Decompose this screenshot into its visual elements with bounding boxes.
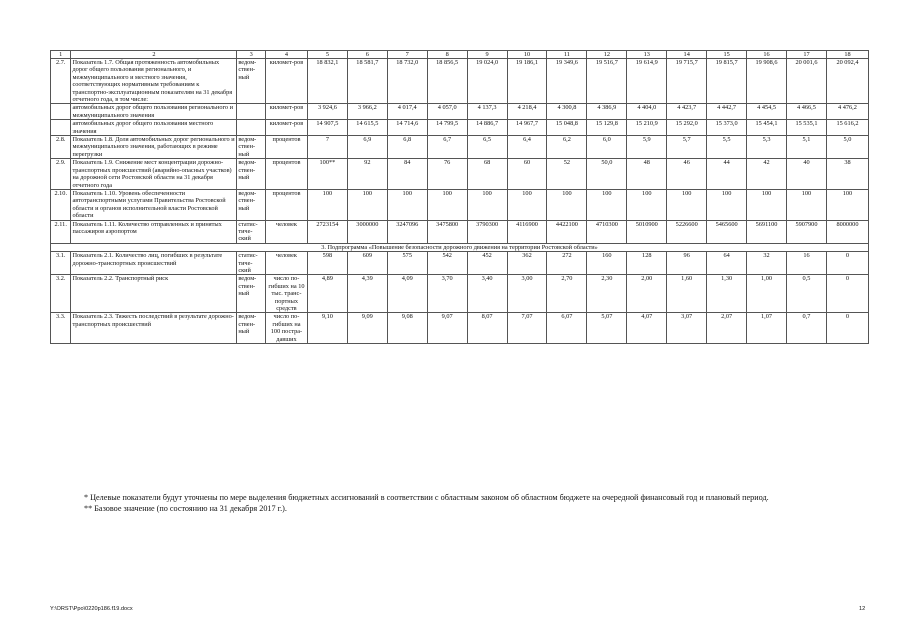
unit-cell: процентов	[265, 189, 307, 220]
column-header: 6	[347, 51, 387, 59]
column-header: 9	[467, 51, 507, 59]
row-number-cell	[51, 104, 71, 120]
value-cell: 52	[547, 159, 587, 190]
value-cell: 48	[627, 159, 667, 190]
value-cell: 575	[387, 252, 427, 275]
value-cell: 5,7	[667, 136, 707, 159]
value-cell: 96	[667, 252, 707, 275]
value-cell: 19 715,7	[667, 59, 707, 104]
indicator-type-cell: ведом-ствен-ный	[237, 313, 266, 344]
table-row	[51, 136, 869, 159]
value-cell: 100	[627, 189, 667, 220]
indicator-name-cell: Показатель 1.10. Уровень обеспеченности автотранспортными услугами Правительства Ростовской области и органов исполнительной власти Ростовской области	[71, 189, 237, 220]
value-cell: 4710300	[587, 220, 627, 243]
indicator-type-cell: ведом-ствен-ный	[237, 136, 266, 159]
unit-cell: километ-ров	[265, 59, 307, 104]
value-cell: 4 300,8	[547, 104, 587, 120]
unit-cell: число по-гибших на 10 тыс. транс-портных средств	[265, 275, 307, 313]
value-cell: 0	[826, 252, 868, 275]
row-number-cell: 3.3.	[51, 313, 71, 344]
column-header: 1	[51, 51, 71, 59]
value-cell: 19 349,6	[547, 59, 587, 104]
value-cell: 3 924,6	[307, 104, 347, 120]
column-header: 12	[587, 51, 627, 59]
section-title: 3. Подпрограмма «Повышение безопасности дорожного движения на территории Ростовской области»	[51, 243, 869, 251]
column-header: 10	[507, 51, 547, 59]
value-cell: 76	[427, 159, 467, 190]
column-header: 7	[387, 51, 427, 59]
indicator-type-cell: статис-тиче-ский	[237, 252, 266, 275]
value-cell: 3,07	[667, 313, 707, 344]
value-cell: 100	[587, 189, 627, 220]
indicator-name-cell: Показатель 2.3. Тяжесть последствий в результате дорожно-транспортных происшествий	[71, 313, 237, 344]
value-cell: 160	[587, 252, 627, 275]
value-cell: 18 581,7	[347, 59, 387, 104]
value-cell: 50,0	[587, 159, 627, 190]
value-cell: 9,10	[307, 313, 347, 344]
column-header: 8	[427, 51, 467, 59]
column-header: 11	[547, 51, 587, 59]
value-cell: 7,07	[507, 313, 547, 344]
indicator-name-cell: Показатель 1.7. Общая протяженность автомобильных дорог общего пользования регионального, и межмуниципального и местного значения, соответствующих нормативным требованиям к транспортно-эксплуатационным показателям на 31 декабря отчетного года, в том числе:	[71, 59, 237, 104]
value-cell: 362	[507, 252, 547, 275]
value-cell: 4 404,0	[627, 104, 667, 120]
indicator-type-cell: ведом-ствен-ный	[237, 159, 266, 190]
value-cell: 18 832,1	[307, 59, 347, 104]
indicator-name-cell: Показатель 1.11. Количество отправленных и принятых пассажиров аэропортом	[71, 220, 237, 243]
value-cell: 4 423,7	[667, 104, 707, 120]
column-header: 5	[307, 51, 347, 59]
value-cell: 44	[707, 159, 747, 190]
value-cell: 20 001,6	[787, 59, 827, 104]
value-cell: 4 386,9	[587, 104, 627, 120]
value-cell: 100	[347, 189, 387, 220]
unit-cell: километ-ров	[265, 104, 307, 120]
table-row	[51, 59, 869, 104]
indicator-type-cell: статис-тиче-ский	[237, 220, 266, 243]
value-cell: 20 092,4	[826, 59, 868, 104]
value-cell: 6,07	[547, 313, 587, 344]
value-cell: 2,70	[547, 275, 587, 313]
column-header: 2	[71, 51, 237, 59]
value-cell: 5226600	[667, 220, 707, 243]
value-cell: 4 137,3	[467, 104, 507, 120]
value-cell: 6,0	[587, 136, 627, 159]
value-cell: 0,7	[787, 313, 827, 344]
value-cell: 5010900	[627, 220, 667, 243]
value-cell: 3,00	[507, 275, 547, 313]
table-row	[51, 313, 869, 344]
indicator-name-cell: Показатель 2.2. Транспортный риск	[71, 275, 237, 313]
value-cell: 128	[627, 252, 667, 275]
footnotes	[50, 492, 880, 514]
value-cell: 7	[307, 136, 347, 159]
indicator-type-cell: ведом-ствен-ный	[237, 275, 266, 313]
page-number: 12	[859, 606, 866, 612]
table-row	[51, 252, 869, 275]
value-cell: 3,40	[467, 275, 507, 313]
value-cell: 19 908,6	[747, 59, 787, 104]
value-cell: 100	[826, 189, 868, 220]
unit-cell: километ-ров	[265, 120, 307, 136]
value-cell: 1,07	[747, 313, 787, 344]
value-cell: 4116900	[507, 220, 547, 243]
value-cell: 38	[826, 159, 868, 190]
value-cell: 4,09	[387, 275, 427, 313]
value-cell: 3475800	[427, 220, 467, 243]
value-cell: 6,2	[547, 136, 587, 159]
footnote-1: * Целевые показатели будут уточнены по мере выделения бюджетных ассигнований в соответствии с областным законом об областном бюджете на очередной финансовый год и плановый период.	[84, 493, 769, 502]
value-cell: 0	[826, 275, 868, 313]
value-cell: 9,08	[387, 313, 427, 344]
value-cell: 15 373,0	[707, 120, 747, 136]
indicators-table	[50, 50, 869, 344]
value-cell: 42	[747, 159, 787, 190]
value-cell: 2,07	[707, 313, 747, 344]
value-cell: 3790300	[467, 220, 507, 243]
value-cell: 100	[787, 189, 827, 220]
value-cell: 19 815,7	[707, 59, 747, 104]
value-cell: 452	[467, 252, 507, 275]
row-number-cell	[51, 120, 71, 136]
row-number-cell: 2.7.	[51, 59, 71, 104]
table-row	[51, 159, 869, 190]
value-cell: 6,8	[387, 136, 427, 159]
value-cell: 100	[387, 189, 427, 220]
table-row	[51, 104, 869, 120]
row-number-cell: 3.2.	[51, 275, 71, 313]
value-cell: 19 614,9	[627, 59, 667, 104]
indicator-name-cell: Показатель 2.1. Количество лиц, погибших в результате дорожно-транспортных происшествий	[71, 252, 237, 275]
value-cell: 15 048,8	[547, 120, 587, 136]
value-cell: 4 057,0	[427, 104, 467, 120]
footnote-2: ** Базовое значение (по состоянию на 31 декабря 2017 г.).	[84, 504, 287, 513]
value-cell: 100	[747, 189, 787, 220]
column-header: 16	[747, 51, 787, 59]
value-cell: 8,07	[467, 313, 507, 344]
value-cell: 100	[307, 189, 347, 220]
indicator-type-cell: ведом-ствен-ный	[237, 189, 266, 220]
value-cell: 100	[467, 189, 507, 220]
value-cell: 1,00	[747, 275, 787, 313]
indicator-name-cell: Показатель 1.9. Снижение мест концентрации дорожно-транспортных происшествий (аварийно-опасных участков) на дорожной сети Ростовской области на 31 декабря отчетного года	[71, 159, 237, 190]
value-cell: 3000000	[347, 220, 387, 243]
value-cell: 4422100	[547, 220, 587, 243]
value-cell: 14 714,6	[387, 120, 427, 136]
value-cell: 32	[747, 252, 787, 275]
value-cell: 14 799,5	[427, 120, 467, 136]
value-cell: 14 967,7	[507, 120, 547, 136]
column-header: 14	[667, 51, 707, 59]
value-cell: 3,70	[427, 275, 467, 313]
value-cell: 2723154	[307, 220, 347, 243]
value-cell: 15 129,8	[587, 120, 627, 136]
value-cell: 2,00	[627, 275, 667, 313]
table-row	[51, 275, 869, 313]
value-cell: 4 476,2	[826, 104, 868, 120]
value-cell: 19 024,0	[467, 59, 507, 104]
value-cell: 100	[667, 189, 707, 220]
value-cell: 4 466,5	[787, 104, 827, 120]
value-cell: 100	[507, 189, 547, 220]
value-cell: 5,0	[826, 136, 868, 159]
document-path: Y:\ORST\Ppo\0220p186.f19.docx	[50, 606, 133, 612]
value-cell: 2,30	[587, 275, 627, 313]
value-cell: 6,5	[467, 136, 507, 159]
indicator-type-cell	[237, 104, 266, 120]
unit-cell: процентов	[265, 136, 307, 159]
unit-cell: человек	[265, 252, 307, 275]
value-cell: 6,7	[427, 136, 467, 159]
column-header: 18	[826, 51, 868, 59]
value-cell: 19 186,1	[507, 59, 547, 104]
value-cell: 6,4	[507, 136, 547, 159]
row-number-cell: 2.11.	[51, 220, 71, 243]
table-row	[51, 220, 869, 243]
value-cell: 609	[347, 252, 387, 275]
column-header: 4	[265, 51, 307, 59]
value-cell: 100	[707, 189, 747, 220]
value-cell: 18 856,5	[427, 59, 467, 104]
column-header: 15	[707, 51, 747, 59]
column-header: 17	[787, 51, 827, 59]
table-row	[51, 189, 869, 220]
value-cell: 3247096	[387, 220, 427, 243]
value-cell: 4,39	[347, 275, 387, 313]
value-cell: 9,07	[427, 313, 467, 344]
value-cell: 5,5	[707, 136, 747, 159]
value-cell: 14 615,5	[347, 120, 387, 136]
value-cell: 8000000	[826, 220, 868, 243]
value-cell: 598	[307, 252, 347, 275]
column-header: 13	[627, 51, 667, 59]
value-cell: 0	[826, 313, 868, 344]
value-cell: 100	[547, 189, 587, 220]
value-cell: 15 292,0	[667, 120, 707, 136]
value-cell: 4 017,4	[387, 104, 427, 120]
value-cell: 4 218,4	[507, 104, 547, 120]
value-cell: 84	[387, 159, 427, 190]
value-cell: 40	[787, 159, 827, 190]
value-cell: 15 210,9	[627, 120, 667, 136]
value-cell: 272	[547, 252, 587, 275]
unit-cell: человек	[265, 220, 307, 243]
value-cell: 15 616,2	[826, 120, 868, 136]
value-cell: 0,5	[787, 275, 827, 313]
section-row	[51, 243, 869, 251]
unit-cell: процентов	[265, 159, 307, 190]
value-cell: 64	[707, 252, 747, 275]
value-cell: 5,1	[787, 136, 827, 159]
table-row	[51, 120, 869, 136]
value-cell: 18 732,0	[387, 59, 427, 104]
row-number-cell: 2.9.	[51, 159, 71, 190]
value-cell: 4,89	[307, 275, 347, 313]
indicator-name-cell: автомобильных дорог общего пользования регионального и межмуниципального значения	[71, 104, 237, 120]
value-cell: 16	[787, 252, 827, 275]
value-cell: 5,3	[747, 136, 787, 159]
indicator-name-cell: автомобильных дорог общего пользования местного значения	[71, 120, 237, 136]
unit-cell: число по-гибших на 100 постра-давших	[265, 313, 307, 344]
value-cell: 68	[467, 159, 507, 190]
indicator-type-cell	[237, 120, 266, 136]
value-cell: 9,09	[347, 313, 387, 344]
row-number-cell: 2.8.	[51, 136, 71, 159]
row-number-cell: 2.10.	[51, 189, 71, 220]
header-row	[51, 51, 869, 59]
value-cell: 5465600	[707, 220, 747, 243]
value-cell: 1,60	[667, 275, 707, 313]
value-cell: 4 454,5	[747, 104, 787, 120]
value-cell: 5,9	[627, 136, 667, 159]
value-cell: 5907900	[787, 220, 827, 243]
value-cell: 60	[507, 159, 547, 190]
value-cell: 1,30	[707, 275, 747, 313]
value-cell: 5,07	[587, 313, 627, 344]
value-cell: 4 442,7	[707, 104, 747, 120]
value-cell: 6,9	[347, 136, 387, 159]
value-cell: 542	[427, 252, 467, 275]
indicator-name-cell: Показатель 1.8. Доля автомобильных дорог регионального и межмуниципального значения, работающих в режиме перегрузки	[71, 136, 237, 159]
value-cell: 5691100	[747, 220, 787, 243]
indicator-type-cell: ведом-ствен-ный	[237, 59, 266, 104]
value-cell: 15 535,1	[787, 120, 827, 136]
value-cell: 100**	[307, 159, 347, 190]
value-cell: 19 516,7	[587, 59, 627, 104]
value-cell: 15 454,1	[747, 120, 787, 136]
value-cell: 14 886,7	[467, 120, 507, 136]
value-cell: 46	[667, 159, 707, 190]
value-cell: 14 907,5	[307, 120, 347, 136]
row-number-cell: 3.1.	[51, 252, 71, 275]
value-cell: 100	[427, 189, 467, 220]
value-cell: 3 966,2	[347, 104, 387, 120]
value-cell: 92	[347, 159, 387, 190]
value-cell: 4,07	[627, 313, 667, 344]
column-header: 3	[237, 51, 266, 59]
